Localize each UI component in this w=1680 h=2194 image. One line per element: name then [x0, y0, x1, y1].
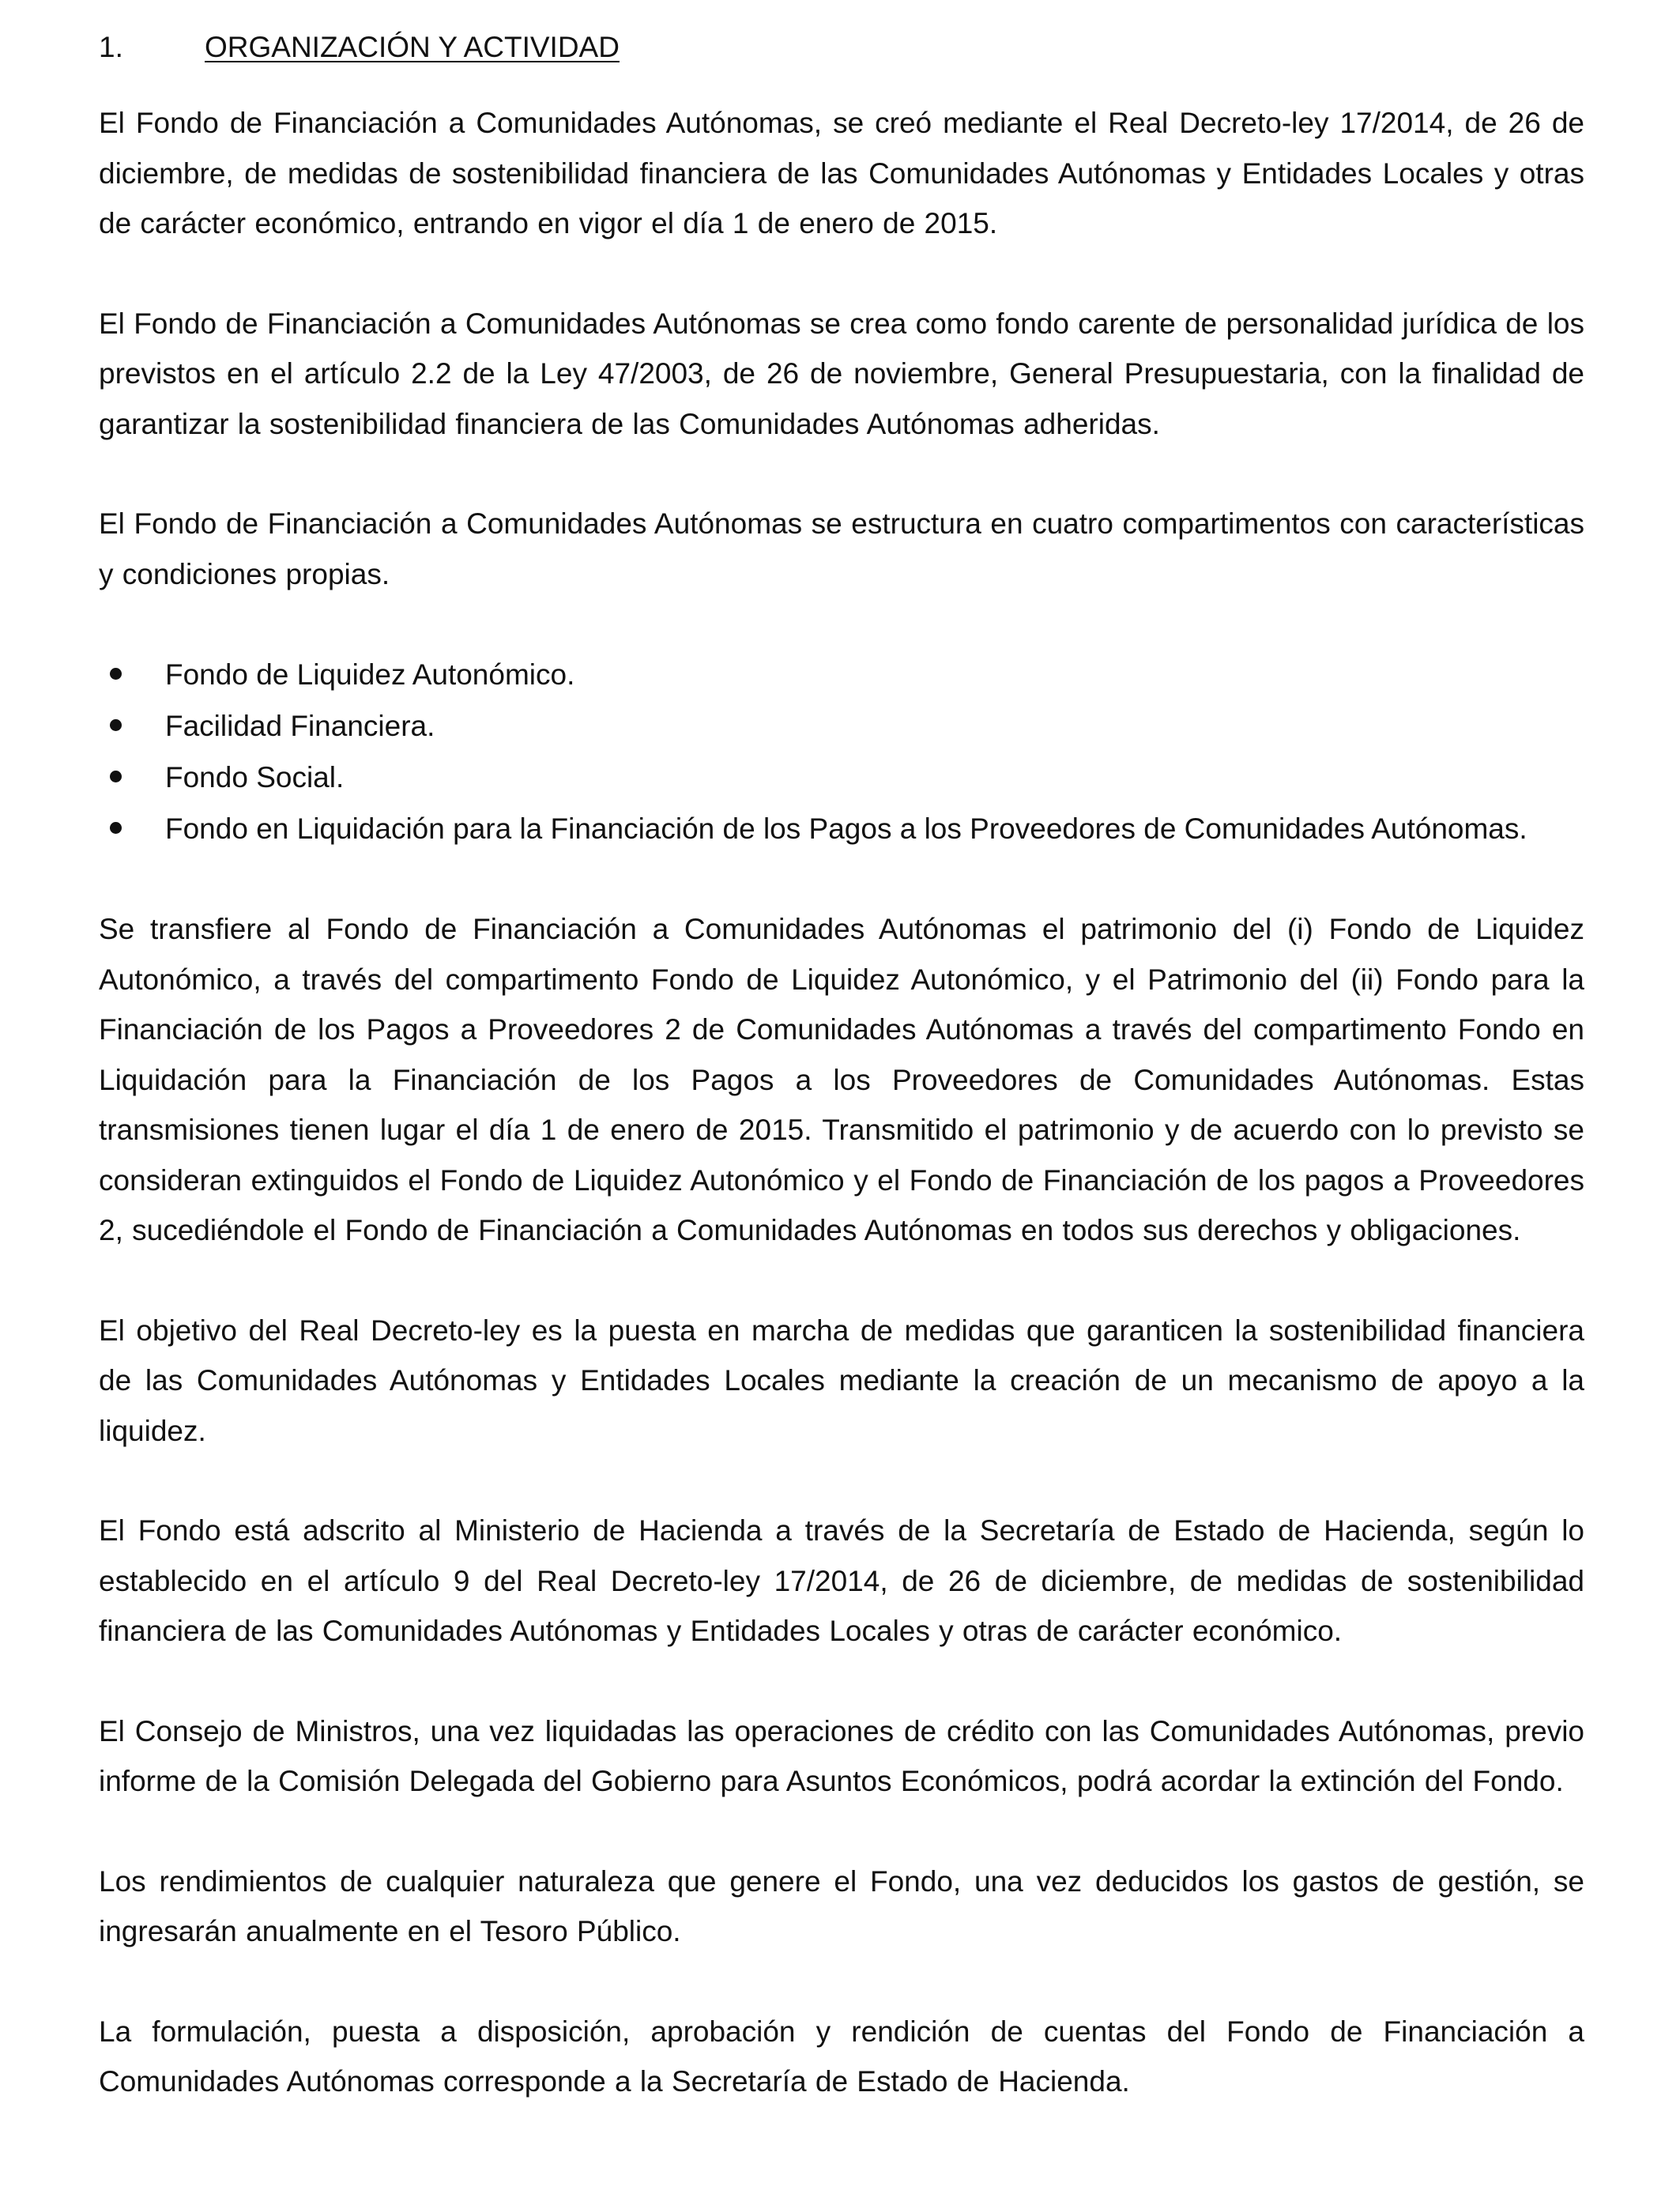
- list-item: [99, 752, 1584, 803]
- paragraph-structure: El Fondo de Financiación a Comunidades Autónomas se estructura en cuatro compartimentos con características y condiciones propias.: [99, 507, 1584, 590]
- list-item-text: Fondo Social.: [165, 761, 345, 794]
- paragraph-returns: Los rendimientos de cualquier naturaleza que genere el Fondo, una vez deducidos los gastos de gestión, se ingresarán anualmente en el Tesoro Público.: [99, 1864, 1584, 1947]
- paragraph-transfer: Se transfiere al Fondo de Financiación a Comunidades Autónomas el patrimonio del (i) Fondo de Liquidez Autonómico, a través del compartimento Fondo de Liquidez Autonómico, y el Patrimonio del (ii) Fondo para la Financiación de los Pagos a Proveedores 2 de Comunidades Autónomas a través del compartimento Fondo en Liquidación para la Financiación de los Pagos a los Proveedores de Comunidades Autónomas. Estas transmisiones tienen lugar el día 1 de enero de 2015. Transmitido el patrimonio y de acuerdo con lo previsto se consideran extinguidos el Fondo de Liquidez Autonómico y el Fondo de Financiación de los pagos a Proveedores 2, sucediéndole el Fondo de Financiación a Comunidades Autónomas en todos sus derechos y obligaciones.: [99, 913, 1584, 1246]
- list-item: [99, 803, 1584, 854]
- list-item-text: Facilidad Financiera.: [165, 710, 435, 742]
- list-item: [99, 700, 1584, 752]
- paragraph-objective: El objetivo del Real Decreto-ley es la puesta en marcha de medidas que garanticen la sostenibilidad financiera de las Comunidades Autónomas y Entidades Locales mediante la creación de un mecanismo de apoyo a la liquidez.: [99, 1314, 1584, 1447]
- paragraph-legal-nature: El Fondo de Financiación a Comunidades Autónomas se crea como fondo carente de personalidad jurídica de los previstos en el artículo 2.2 de la Ley 47/2003, de 26 de noviembre, General Presupuestaria, con la finalidad de garantizar la sostenibilidad financiera de las Comunidades Autónomas adheridas.: [99, 307, 1584, 440]
- document-page: [99, 28, 1584, 2157]
- list-item: [99, 649, 1584, 700]
- paragraph-council: El Consejo de Ministros, una vez liquidadas las operaciones de crédito con las Comunidades Autónomas, previo informe de la Comisión Delegada del Gobierno para Asuntos Económicos, podrá acordar la extinción del Fondo.: [99, 1714, 1584, 1797]
- paragraph-ministry: El Fondo está adscrito al Ministerio de Hacienda a través de la Secretaría de Estado de Hacienda, según lo establecido en el artículo 9 del Real Decreto-ley 17/2014, de 26 de diciembre, de medidas de sostenibilidad financiera de las Comunidades Autónomas y Entidades Locales y otras de carácter económico.: [99, 1514, 1584, 1647]
- compartments-list: [99, 649, 1584, 854]
- list-item-text: Fondo en Liquidación para la Financiación de los Pagos a los Proveedores de Comunidades Autónomas.: [165, 812, 1527, 845]
- bullet-icon: [110, 771, 122, 782]
- bullet-icon: [110, 822, 122, 834]
- paragraph-creation: El Fondo de Financiación a Comunidades Autónomas, se creó mediante el Real Decreto-ley 17/2014, de 26 de diciembre, de medidas de sostenibilidad financiera de las Comunidades Autónomas y Entidades Locales y otras de carácter económico, entrando en vigor el día 1 de enero de 2015.: [99, 107, 1584, 239]
- section-title: ORGANIZACIÓN Y ACTIVIDAD: [205, 31, 620, 63]
- section-heading: [99, 28, 1584, 66]
- paragraph-accounts: La formulación, puesta a disposición, aprobación y rendición de cuentas del Fondo de Financiación a Comunidades Autónomas corresponde a la Secretaría de Estado de Hacienda.: [99, 2015, 1584, 2098]
- bullet-icon: [110, 668, 122, 680]
- list-item-text: Fondo de Liquidez Autonómico.: [165, 658, 575, 691]
- section-number: 1.: [99, 31, 123, 63]
- bullet-icon: [110, 719, 122, 731]
